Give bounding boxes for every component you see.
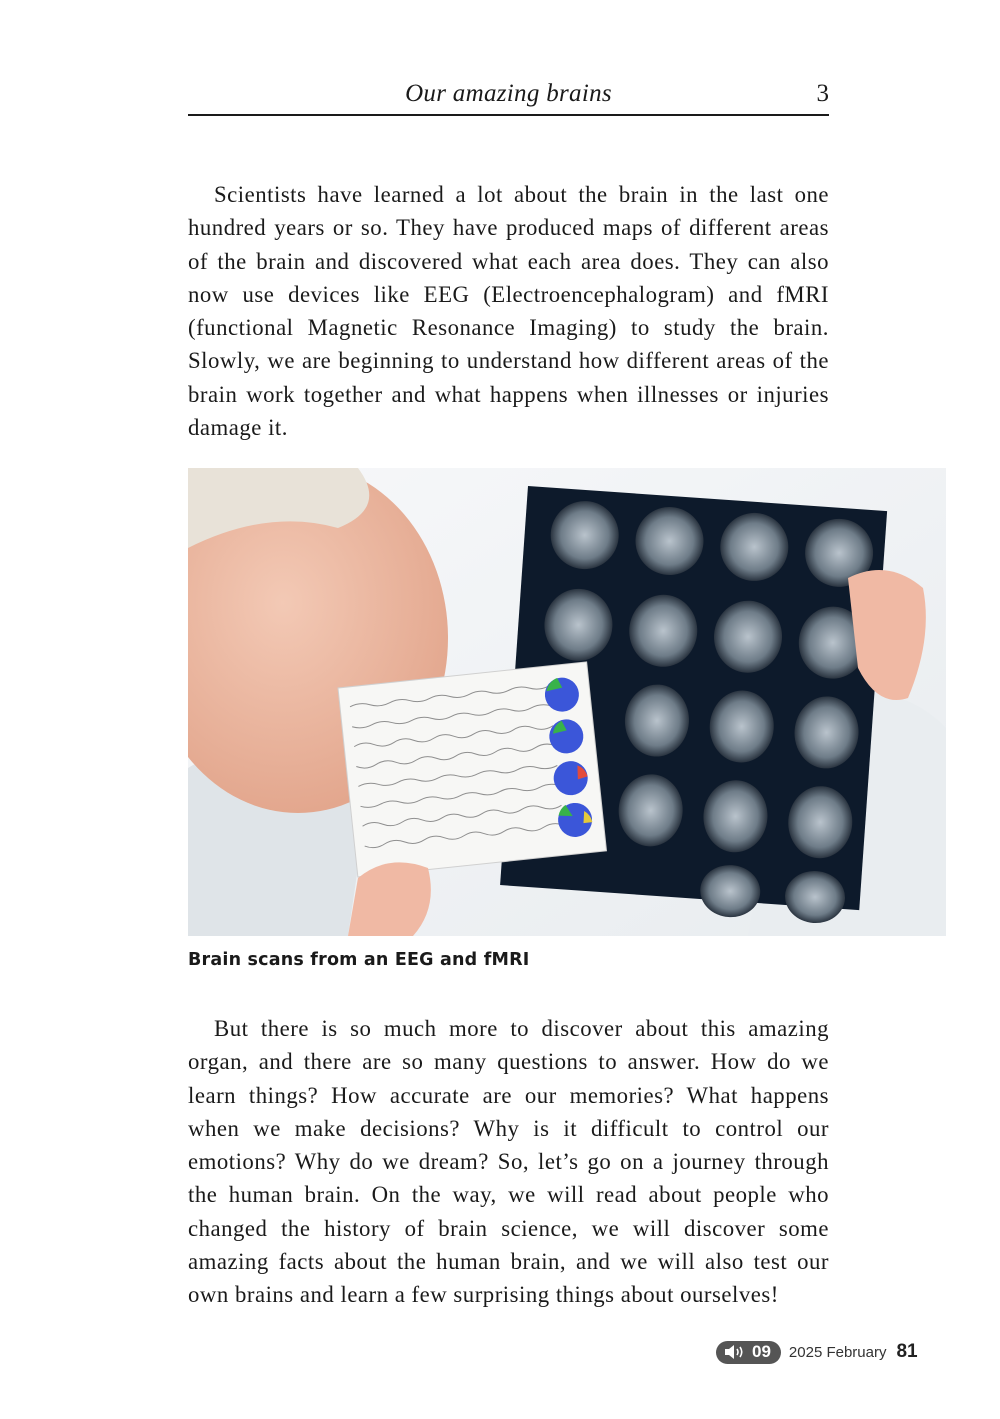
magazine-page-number: 81 <box>896 1341 918 1362</box>
page-footer <box>716 1340 918 1364</box>
figure-caption: Brain scans from an EEG and fMRI <box>188 950 530 970</box>
body-paragraph-2: But there is so much more to discover about this amazing organ, and there are so many questions to answer. How do we learn things? How accurate are our memories? What happens when we make decisions? Why is it difficult to control our emotions? Why do we dream? So, let’s go on a journey through the human brain. On the way, we will read about people who changed the history of brain science, we will discover some amazing facts about the human brain, and we will also test our own brains and learn a few surprising things about ourselves! <box>188 1016 829 1308</box>
chapter-page-number: 3 <box>816 80 829 107</box>
running-title: Our amazing brains <box>405 80 612 107</box>
audio-track-badge <box>716 1341 781 1364</box>
body-paragraph-1: Scientists have learned a lot about the brain in the last one hundred years or so. They have produced maps of different areas of the brain and discovered what each area does. They can also now use devices like EEG (Electroencephalogram) and fMRI (functional Magnetic Resonance Imaging) to study the brain. Slowly, we are beginning to understand how different areas of the brain work together and what happens when illnesses or injuries damage it. <box>188 182 829 441</box>
brain-scan-photo <box>188 468 946 936</box>
speaker-icon <box>724 1344 746 1360</box>
running-header <box>188 76 829 116</box>
track-number: 09 <box>752 1342 771 1361</box>
issue-date: 2025 February <box>788 1343 887 1361</box>
